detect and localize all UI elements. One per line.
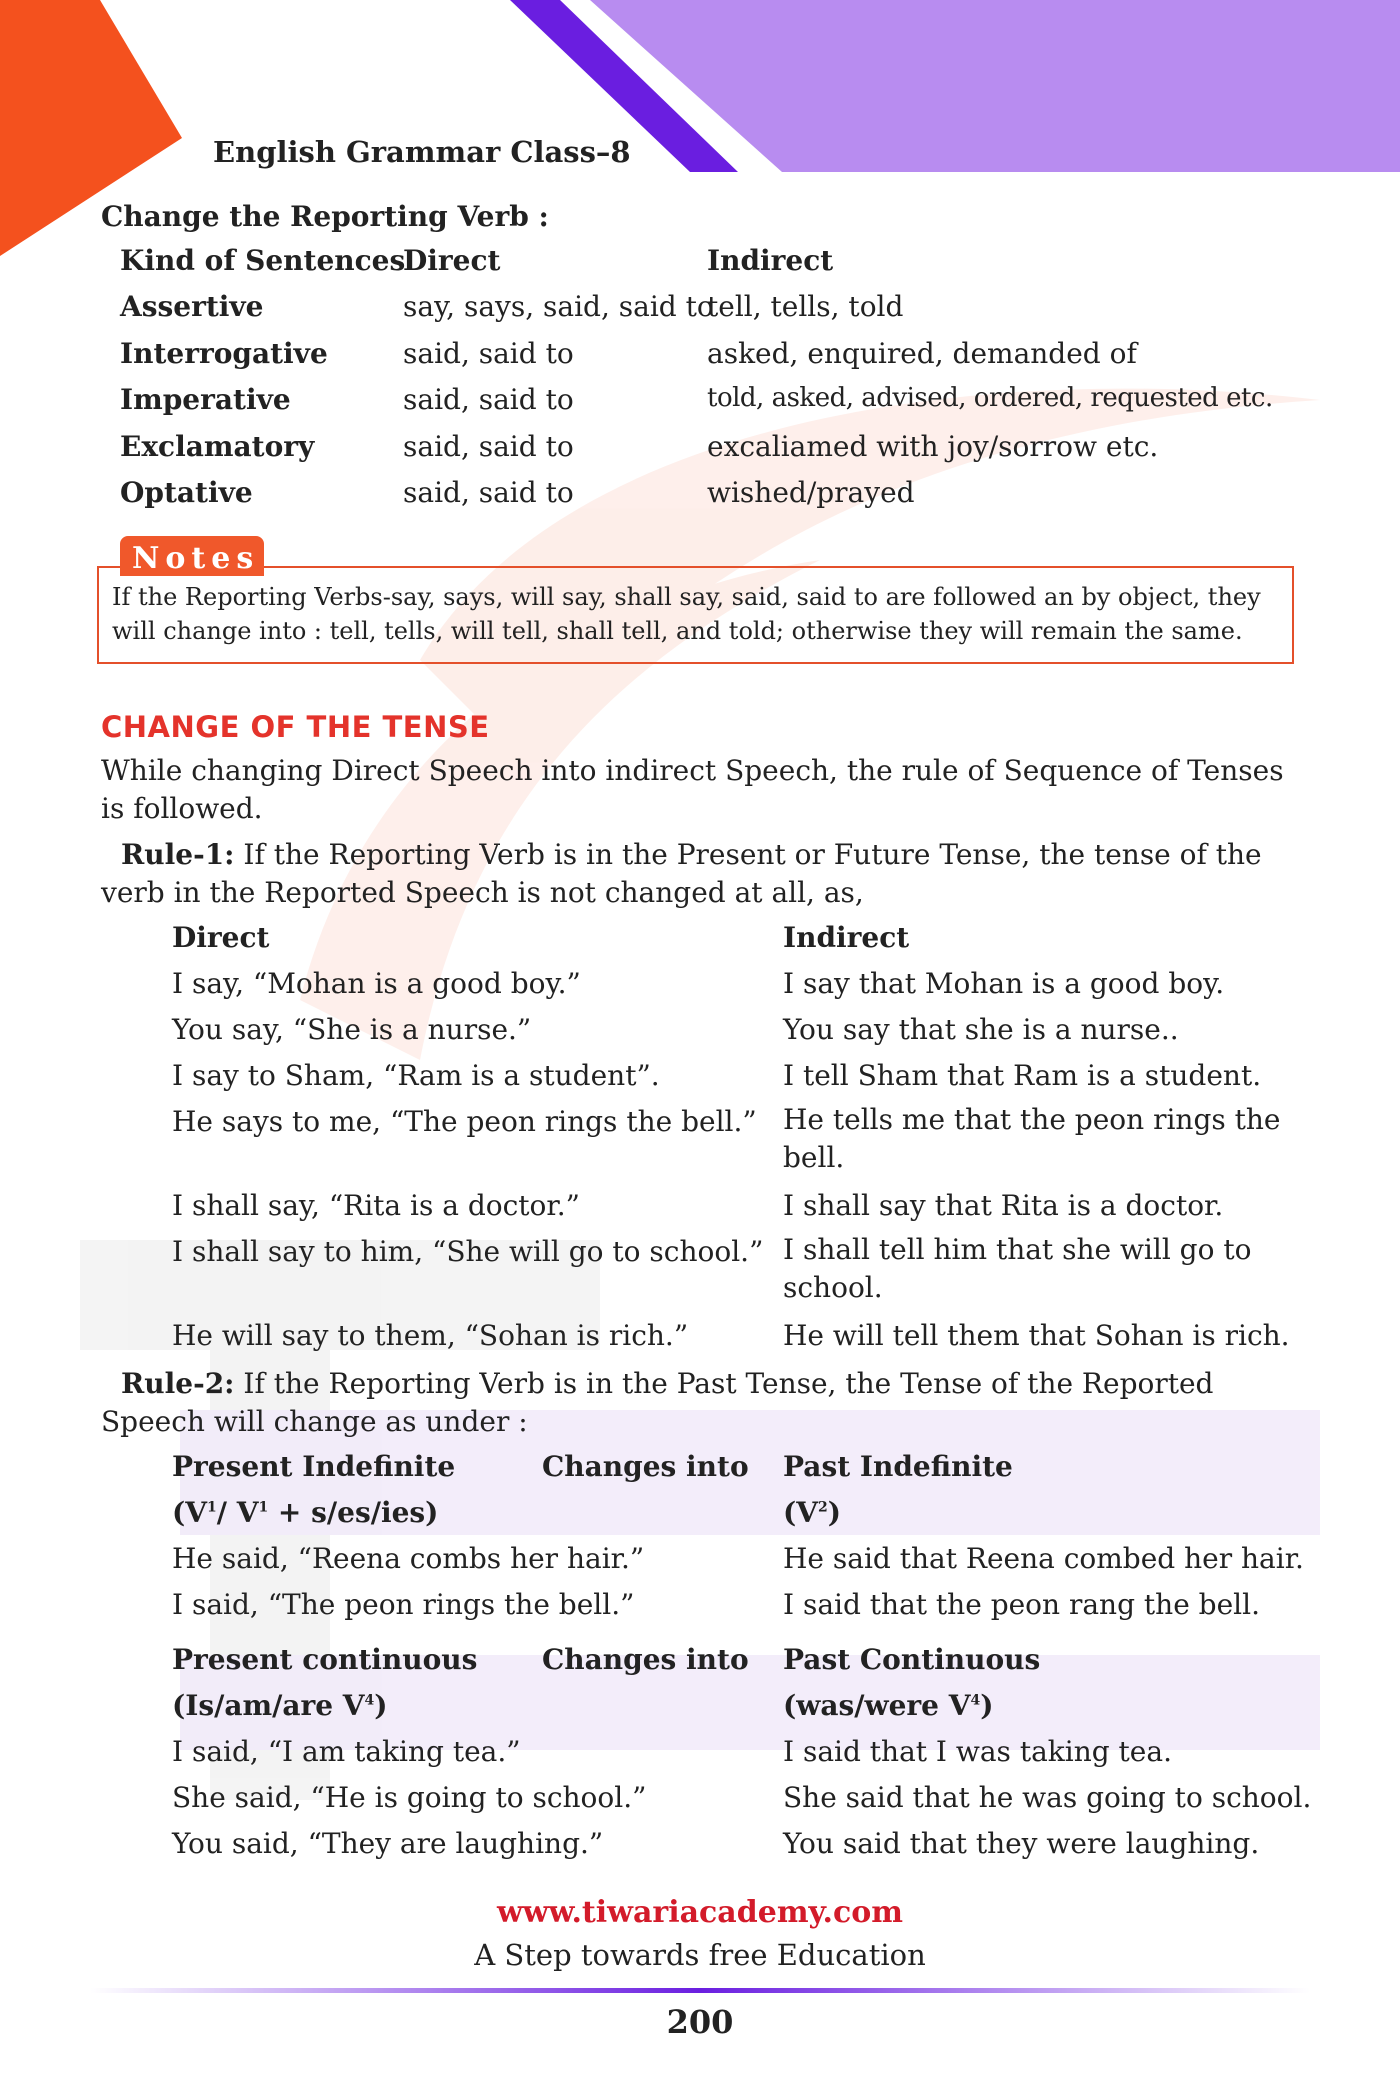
table-cell: told, asked, advised, ordered, requested etc. [707,383,1273,413]
table-cell: said, said to [403,337,574,370]
group1-from-formula: ($V^1/$ $V^1 + s/es/ies$) [172,1496,439,1529]
col-indirect: Indirect [707,244,834,277]
example-direct: I shall say, “Rita is a doctor.” [172,1189,580,1222]
example-indirect: I said that the peon rang the bell. [783,1588,1260,1621]
table-cell: asked, enquired, demanded of [707,337,1137,370]
table-cell: said, said to [403,430,574,463]
example-direct: I said, “I am taking tea.” [172,1735,521,1768]
example-direct: You say, “She is a nurse.” [172,1013,532,1046]
page-number: 200 [666,2003,734,2041]
example-direct: He says to me, “The peon rings the bell.” [172,1105,757,1138]
example-indirect: I shall tell him that she will go to school. [783,1233,1252,1304]
example-direct: He will say to them, “Sohan is rich.” [172,1319,689,1352]
example-direct: I say to Sham, “Ram is a student”. [172,1059,660,1092]
group2-from-formula: (Is/am/are $V^4$) [172,1689,388,1722]
table-cell: said, said to [403,383,574,416]
table-cell: wished/prayed [707,476,915,509]
example-direct: You said, “They are laughing.” [172,1827,604,1860]
col-kind: Kind of Sentences [120,244,406,277]
group1-to: Past Indefinite [783,1450,1013,1483]
example-direct: I shall say to him, “She will go to school.” [172,1235,764,1268]
example-indirect: You said that they were laughing. [783,1827,1260,1860]
tense-heading: CHANGE OF THE TENSE [101,710,490,744]
footer-rule [90,1988,1310,1993]
example-direct: I say, “Mohan is a good boy.” [172,967,581,1000]
example-direct: He said, “Reena combs her hair.” [172,1542,645,1575]
example-indirect: She said that he was going to school. [783,1781,1312,1814]
rule1-paragraph [101,836,1301,912]
table-cell: Interrogative [120,337,328,370]
rule2-paragraph [101,1365,1301,1441]
example-indirect: I say that Mohan is a good boy. [783,967,1225,1000]
header-band [590,0,1400,172]
footer-website-link[interactable]: www.tiwariacademy.com [496,1895,904,1930]
table-cell: Assertive [120,290,264,323]
notes-tab: Notes [120,536,264,576]
rule2-text: If the Reporting Verb is in the Past Tense, the Tense of the Reported Speech will change as under : [101,1367,1214,1438]
notes-text: If the Reporting Verbs-say, says, will say, shall say, said, said to are followed an by object, they will change into : tell, tells, will tell, shall tell, and told; otherwise they will remain the same. [112,583,1261,645]
example-indirect: I tell Sham that Ram is a student. [783,1059,1262,1092]
example-indirect: He said that Reena combed her hair. [783,1542,1304,1575]
group1-to-formula: $(V^2)$ [783,1496,841,1529]
table-cell: said, said to [403,476,574,509]
example-indirect: He tells me that the peon rings the bell. [783,1103,1281,1174]
table-cell: Exclamatory [120,430,315,463]
example-indirect: I said that I was taking tea. [783,1735,1172,1768]
group1-changes-into: Changes into [542,1450,749,1483]
group2-from: Present continuous [172,1643,478,1676]
group2-to: Past Continuous [783,1643,1041,1676]
tense-intro: While changing Direct Speech into indirect Speech, the rule of Sequence of Tenses is followed. [101,754,1284,825]
example-indirect: He will tell them that Sohan is rich. [783,1319,1290,1352]
reporting-verb-heading: Change the Reporting Verb : [101,200,549,233]
footer-tagline: A Step towards free Education [474,1938,926,1972]
rule2-label: Rule-2: [121,1367,235,1400]
rule1-col-direct: Direct [172,921,270,954]
table-cell: Imperative [120,383,291,416]
col-direct: Direct [403,244,501,277]
rule1-col-indirect: Indirect [783,921,910,954]
example-direct: She said, “He is going to school.” [172,1781,647,1814]
rule1-text: If the Reporting Verb is in the Present or Future Tense, the tense of the verb in the Reported Speech is not changed at all, as, [101,838,1262,909]
book-title: English Grammar Class–8 [213,135,631,169]
group2-changes-into: Changes into [542,1643,749,1676]
group1-from: Present Indefinite [172,1450,456,1483]
table-cell: excaliamed with joy/sorrow etc. [707,430,1159,463]
example-direct: I said, “The peon rings the bell.” [172,1588,635,1621]
rule1-label: Rule-1: [121,838,235,871]
table-cell: Optative [120,476,253,509]
example-indirect: You say that she is a nurse.. [783,1013,1179,1046]
example-indirect: I shall say that Rita is a doctor. [783,1189,1224,1222]
table-cell: say, says, said, said to [403,290,714,323]
group2-to-formula: (was/were $V^4$) [783,1689,994,1722]
table-cell: tell, tells, told [707,290,904,323]
